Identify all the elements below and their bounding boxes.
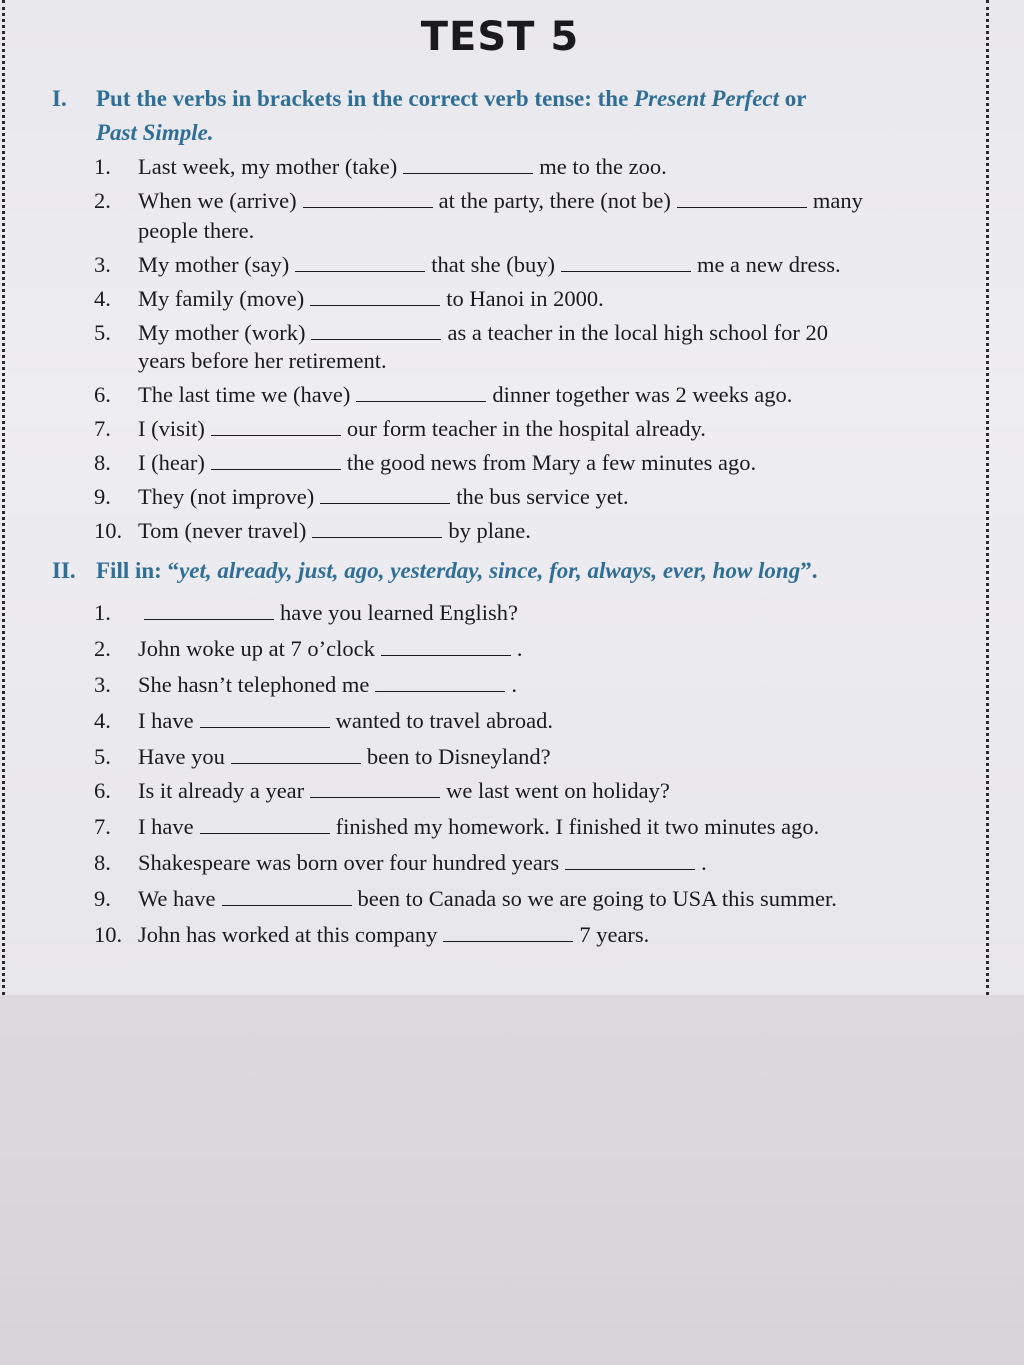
item-text: . [516, 636, 523, 661]
item-text: I have [138, 708, 194, 733]
s1-item-4 [94, 284, 964, 314]
answer-blank[interactable] [310, 777, 440, 798]
item-text: . [701, 850, 707, 875]
s1-item-6 [94, 380, 964, 410]
item-number: 2. [94, 636, 111, 661]
answer-blank[interactable] [312, 517, 442, 538]
item-number: 6. [94, 778, 111, 803]
item-number: 10. [94, 518, 123, 543]
s2-item-1 [94, 598, 964, 628]
s2-item-3 [94, 670, 964, 700]
item-text: at the party, there (not be) [438, 188, 671, 213]
item-number: 1. [94, 154, 111, 179]
item-number: 1. [94, 600, 111, 625]
item-text: I (visit) [138, 416, 205, 441]
section-1-heading [52, 82, 962, 116]
item-text: we last went on holiday? [446, 778, 670, 803]
section-1-heading-tense-a: Present Perfect [634, 86, 780, 111]
section-2-word-list: yet, already, just, ago, yesterday, since, for, always, ever, how long [179, 558, 801, 583]
answer-blank[interactable] [211, 449, 341, 470]
item-text: Is it already a year [138, 778, 305, 803]
item-number: 10. [94, 922, 123, 947]
item-text: Tom (never travel) [138, 518, 307, 543]
answer-blank[interactable] [231, 743, 361, 764]
s1-item-5 [94, 318, 964, 348]
answer-blank[interactable] [356, 381, 486, 402]
answer-blank[interactable] [677, 187, 807, 208]
item-number: 3. [94, 252, 111, 277]
section-1-number: I. [52, 86, 67, 111]
item-text: The last time we (have) [138, 382, 351, 407]
item-text: been to Canada so we are going to USA this summer. [357, 886, 837, 911]
s1-item-9 [94, 482, 964, 512]
item-text: Last week, my mother (take) [138, 154, 398, 179]
right-dotted-border [986, 0, 989, 995]
item-text: I (hear) [138, 450, 205, 475]
item-number: 9. [94, 886, 111, 911]
item-number: 8. [94, 450, 111, 475]
item-text: our form teacher in the hospital already. [346, 416, 706, 441]
item-text: . [511, 672, 518, 697]
s1-item-3 [94, 250, 964, 280]
s2-item-4 [94, 706, 964, 736]
item-text: many [812, 188, 863, 213]
s2-item-6 [94, 776, 964, 806]
s2-item-9 [94, 884, 964, 914]
item-number: 3. [94, 672, 111, 697]
answer-blank[interactable] [375, 671, 505, 692]
item-text: They (not improve) [138, 484, 315, 509]
item-number: 4. [94, 708, 111, 733]
blank-lower-page [0, 995, 1024, 1365]
answer-blank[interactable] [311, 319, 441, 340]
s1-item-10 [94, 516, 964, 546]
item-text: dinner together was 2 weeks ago. [492, 382, 793, 407]
answer-blank[interactable] [310, 285, 440, 306]
s1-item-5-continued: years before her retirement. [138, 348, 387, 373]
s2-item-5 [94, 742, 964, 772]
item-text: My mother (work) [138, 320, 306, 345]
item-number: 9. [94, 484, 111, 509]
item-number: 7. [94, 416, 111, 441]
item-number: 5. [94, 744, 111, 769]
answer-blank[interactable] [222, 885, 352, 906]
section-1-heading-tense-b: Past Simple. [96, 120, 214, 145]
section-2-heading [52, 554, 962, 588]
item-text: the bus service yet. [456, 484, 629, 509]
page-title: TEST 5 [420, 14, 580, 60]
answer-blank[interactable] [381, 635, 511, 656]
item-number: 7. [94, 814, 111, 839]
item-text: Shakespeare was born over four hundred years [138, 850, 560, 875]
s1-item-1 [94, 152, 964, 182]
item-text: finished my homework. I finished it two minutes ago. [335, 814, 820, 839]
answer-blank[interactable] [200, 813, 330, 834]
item-text: My mother (say) [138, 252, 290, 277]
item-text: John has worked at this company [138, 922, 438, 947]
answer-blank[interactable] [200, 707, 330, 728]
s1-item-8 [94, 448, 964, 478]
section-1-heading-text: Put the verbs in brackets in the correct verb tense: the [96, 86, 629, 111]
s1-item-2 [94, 186, 964, 216]
item-text: the good news from Mary a few minutes ago. [346, 450, 757, 475]
answer-blank[interactable] [303, 187, 433, 208]
item-text: 7 years. [579, 922, 650, 947]
item-number: 4. [94, 286, 111, 311]
item-text: Have you [138, 744, 225, 769]
answer-blank[interactable] [561, 251, 691, 272]
answer-blank[interactable] [443, 921, 573, 942]
s1-item-7 [94, 414, 964, 444]
item-text: to Hanoi in 2000. [446, 286, 604, 311]
section-2-heading-end: ”. [800, 558, 818, 583]
item-text: that she (buy) [431, 252, 555, 277]
s2-item-7 [94, 812, 964, 842]
item-text: She hasn’t telephoned me [138, 672, 370, 697]
answer-blank[interactable] [211, 415, 341, 436]
answer-blank[interactable] [295, 251, 425, 272]
item-text: I have [138, 814, 194, 839]
item-number: 2. [94, 188, 111, 213]
left-dotted-border [2, 0, 5, 995]
s2-item-8 [94, 848, 964, 878]
item-text: been to Disneyland? [366, 744, 551, 769]
section-1-heading-or: or [784, 86, 807, 111]
item-text: We have [138, 886, 216, 911]
answer-blank[interactable] [403, 153, 533, 174]
section-2-heading-text: Fill in: “ [96, 558, 180, 583]
item-text: me to the zoo. [539, 154, 667, 179]
section-2-number: II. [52, 558, 76, 583]
item-number: 5. [94, 320, 111, 345]
item-number: 8. [94, 850, 111, 875]
s1-item-2-continued: people there. [138, 218, 255, 243]
answer-blank[interactable] [320, 483, 450, 504]
item-text: by plane. [448, 518, 531, 543]
item-text: as a teacher in the local high school for 20 [447, 320, 828, 345]
s2-item-2 [94, 634, 964, 664]
item-text: My family (move) [138, 286, 305, 311]
item-text: John woke up at 7 o’clock [138, 636, 375, 661]
answer-blank[interactable] [144, 599, 274, 620]
s2-item-10 [94, 920, 964, 950]
item-number: 6. [94, 382, 111, 407]
item-text: me a new dress. [696, 252, 841, 277]
item-text: have you learned English? [280, 600, 519, 625]
item-text: When we (arrive) [138, 188, 297, 213]
item-text: wanted to travel abroad. [335, 708, 554, 733]
answer-blank[interactable] [565, 849, 695, 870]
